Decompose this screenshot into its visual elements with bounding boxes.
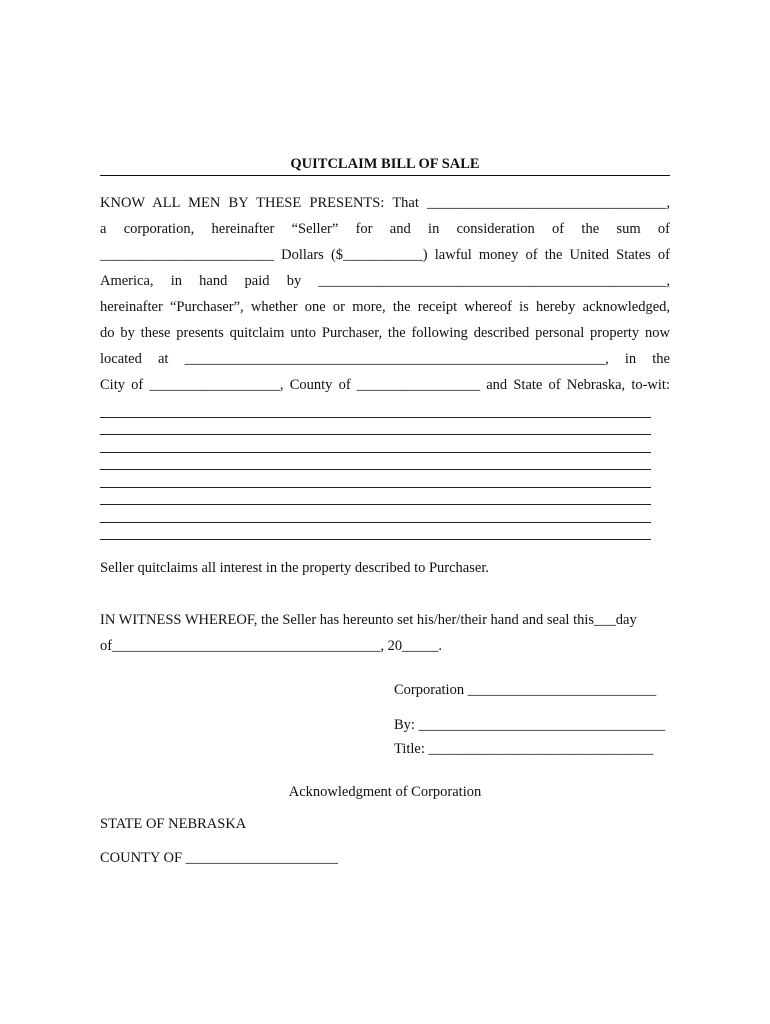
quitclaim-statement: Seller quitclaims all interest in the property described to Purchaser. — [100, 560, 489, 576]
county-line: COUNTY OF _____________________ — [100, 850, 338, 866]
signature-corporation: Corporation __________________________ — [394, 682, 657, 698]
body-line-6: do by these presents quitclaim unto Purchaser, the following described personal property now — [100, 325, 670, 341]
property-description-line — [100, 522, 651, 523]
body-line-7: located at __________________________________________________________, in the — [100, 351, 670, 367]
body-line-4: America, in hand paid by ________________________________________________, — [100, 273, 670, 289]
property-description-line — [100, 487, 651, 488]
witness-line-1: IN WITNESS WHEREOF, the Seller has hereunto set his/her/their hand and seal this___day — [100, 612, 637, 628]
document-title: QUITCLAIM BILL OF SALE — [290, 156, 480, 172]
signature-title: Title: _______________________________ — [394, 741, 654, 757]
body-line-3: ________________________ Dollars ($___________) lawful money of the United States of — [100, 247, 670, 263]
state-line: STATE OF NEBRASKA — [100, 816, 247, 832]
body-line-1: KNOW ALL MEN BY THESE PRESENTS: That _________________________________, — [100, 195, 670, 211]
title-underline — [100, 175, 670, 176]
acknowledgment-heading: Acknowledgment of Corporation — [288, 784, 482, 800]
body-line-5: hereinafter “Purchaser”, whether one or more, the receipt whereof is hereby acknowledged, — [100, 299, 670, 315]
signature-by: By: __________________________________ — [394, 717, 666, 733]
property-description-line — [100, 469, 651, 470]
property-description-line — [100, 417, 651, 418]
witness-line-2: of_____________________________________, 20_____. — [100, 638, 442, 654]
property-description-line — [100, 452, 651, 453]
body-line-2: a corporation, hereinafter “Seller” for and in consideration of the sum of — [100, 221, 670, 237]
property-description-line — [100, 434, 651, 435]
property-description-line — [100, 504, 651, 505]
property-description-line — [100, 539, 651, 540]
body-line-8: City of __________________, County of _________________ and State of Nebraska, to-wit: — [100, 377, 670, 393]
